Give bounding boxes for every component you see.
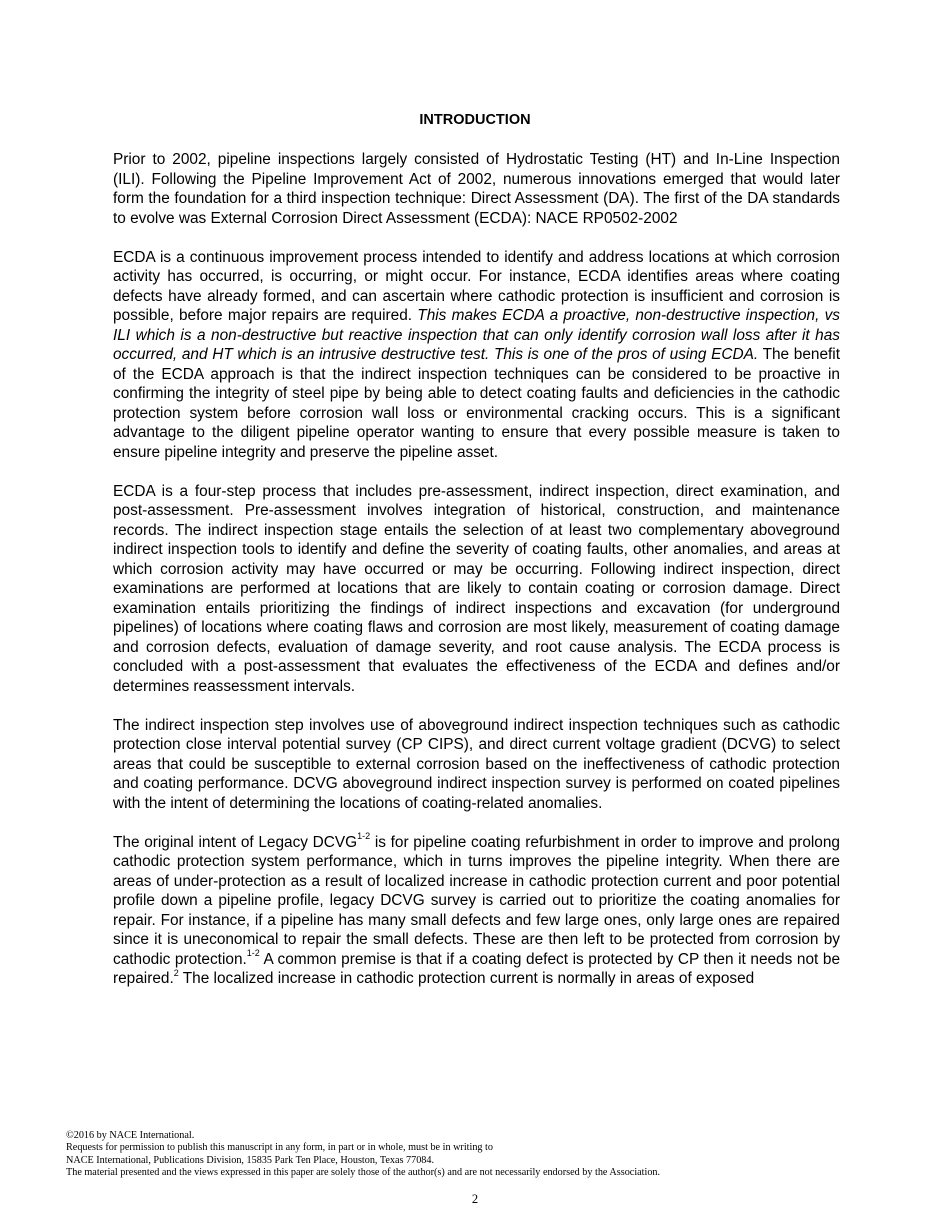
text-run: is for pipeline coating refurbishment in order to improve and prolong cathodic protection system performance, which in turns improves the pipeline integrity. When there are areas of under-protection as a result of localized increase in cathodic protection current and poor potential profile down a pipeline profile, legacy DCVG survey is carried out to prioritize the coating anomalies for repair. For instance, if a pipeline has many small defects and few large ones, only large ones are repaired since it is uneconomical to repair the small defects. These are then left to be protected from corrosion by cathodic protection. [113,833,840,968]
paragraph-ecda-overview [113,248,840,463]
body-text [113,150,840,1008]
paragraph-four-step: ECDA is a four-step process that includes pre-assessment, indirect inspection, direct examination, and post-assessment. Pre-assessment involves integration of historical, construction, and maintenance records. The indirect inspection stage entails the selection of at least two complementary aboveground indirect inspection tools to identify and define the severity of coating faults, other anomalies, and areas at which corrosion activity may have occurred or may be occurring. Following indirect inspection, direct examinations are performed at locations that are likely to contain coating or corrosion damage. Direct examination entails prioritizing the findings of indirect inspections and excavation (for underground pipelines) of locations where coating flaws and corrosion are most likely, measurement of coating damage and corrosion defects, evaluation of damage severity, and root cause analysis. The ECDA process is concluded with a post-assessment that evaluates the effectiveness of the ECDA and defines and/or determines reassessment intervals. [113,482,840,695]
paragraph-indirect-inspection: The indirect inspection step involves use of aboveground indirect inspection techniques such as cathodic protection close interval potential survey (CP CIPS), and direct current voltage gradient (DCVG) to select areas that could be susceptible to external corrosion based on the ineffectiveness of cathodic protection and coating performance. DCVG aboveground indirect inspection survey is performed on coated pipelines with the intent of determining the locations of coating-related anomalies. [113,716,840,812]
text-run: ECDA is a continuous improvement process intended to identify and address locations at which corrosion activity has occurred, is occurring, or might occur. For instance, ECDA identifies areas where coating defects have already formed, and can ascertain where cathodic protection is insufficient and corrosion is possible, before major repairs are required. [113,248,840,324]
footer-disclaimer: The material presented and the views expressed in this paper are solely those of the author(s) and are not necessarily endorsed by the Association. [66,1166,661,1178]
reference-superscript: 2 [173,967,179,978]
page-number: 2 [471,1192,479,1206]
reference-superscript: 1-2 [246,948,260,959]
text-run: The original intent of Legacy DCVG [113,833,358,851]
copyright-footer [66,1130,906,1179]
text-run: The benefit of the ECDA approach is that the indirect inspection techniques can be considered to be proactive in confirming the integrity of steel pipe by being able to detect coating faults and deficiencies in the cathodic protection system before corrosion wall loss or environmental cracking occurs. This is a significant advantage to the diligent pipeline operator wanting to ensure that every possible measure is taken to ensure pipeline integrity and preserve the pipeline asset. [113,346,841,461]
paragraph-legacy-dcvg [113,833,840,989]
text-run: The localized increase in cathodic protection current is normally in areas of exposed [178,970,755,987]
footer-address: NACE International, Publications Division, 15835 Park Ten Place, Houston, Texas 77084. [66,1154,435,1166]
reference-superscript: 1-2 [357,831,371,842]
footer-permission: Requests for permission to publish this manuscript in any form, in part or in whole, must be in writing to [66,1142,493,1154]
section-heading: INTRODUCTION [419,112,531,128]
text-run: A common premise is that if a coating defect is protected by CP then it needs not be repaired. [113,950,841,987]
italic-emphasis: This makes ECDA a proactive, non-destructive inspection, vs ILI which is a non-destructive but reactive inspection that can only identify corrosion wall loss after it has occurred, and HT which is an intrusive destructive test. This is one of the pros of using ECDA. [113,307,840,363]
footer-copyright: ©2016 by NACE International. [66,1130,195,1141]
paragraph-history: Prior to 2002, pipeline inspections largely consisted of Hydrostatic Testing (HT) and In-Line Inspection (ILI). Following the Pipeline Improvement Act of 2002, numerous innovations emerged that would later form the foundation for a third inspection technique: Direct Assessment (DA). The first of the DA standards to evolve was External Corrosion Direct Assessment (ECDA): NACE RP0502-2002 [113,151,840,227]
